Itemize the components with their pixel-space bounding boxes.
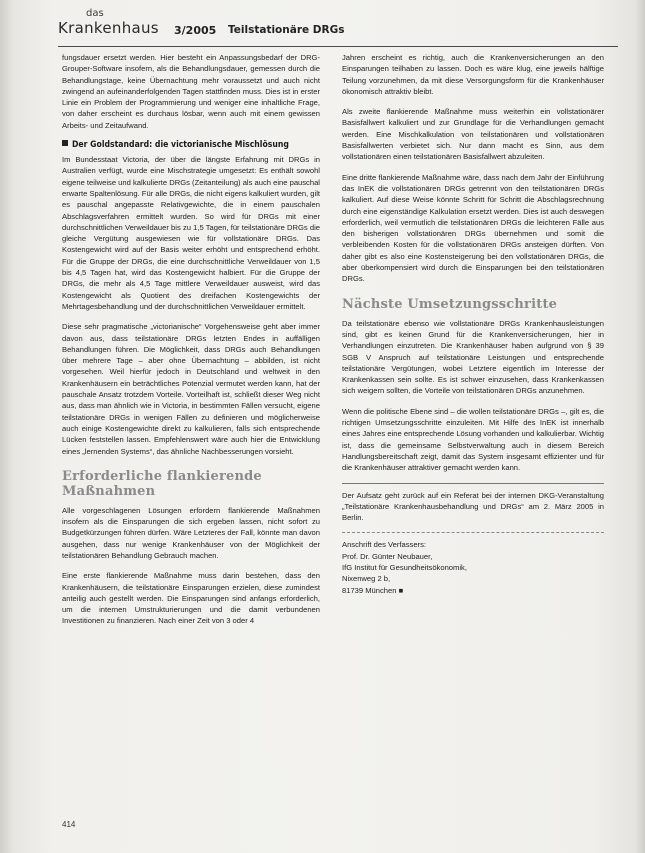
page-number: 414 [62,820,76,829]
heading-flankierende-massnahmen: Erforderliche flankierende Maßnahmen [62,468,262,499]
right-column [342,52,604,596]
left-paragraph-5: Eine erste flankierende Maßnahme muss darin bestehen, dass den Krankenhäusern, die teilstationäre Einsparungen erzielen, diese zumindest anteilig auch gestellt werden. Die Einsparungen sind anfangs erforderlich, um die internen Umstrukturierungen und die damit verbundenen Investitionen zu finanzieren. Nach einer Zeit von 3 oder 4 [62,571,320,626]
right-paragraph-2: Als zweite flankierende Maßnahme muss weiterhin ein vollstationärer Basisfallwert kalkuliert und zur Grundlage für die Verhandlungen gemacht werden. Eine Mischkalkulation von teilstationären und vollstationären Basisfallwerten verbietet sich. Nur dann macht es Sinn, aus dem vollstationären einen teilstationären Basisfallwert abzuleiten. [342,107,604,162]
left-paragraph-1: fungsdauer ersetzt werden. Hier besteht ein Anpassungsbedarf der DRG-Grouper-Software insofern, als die Behandlungsdauer, gemessen durch die Behandlungstage, keine Übernachtung mehr voraussetzt und auch nicht zwingend an aufeinanderfolgenden Tagen stattfinden muss. Dies ist in erster Linie ein Problem der Programmierung und weniger eine inhaltliche Frage, von daher erscheint es durchaus lösbar, wenn auch mit einem gewissen Arbeits- und Zeitaufwand. [62,53,320,130]
author-line: IfG Institut für Gesundheitsökonomik, [342,562,467,572]
bullet-square-icon [62,140,68,146]
subheading-goldstandard [62,140,320,150]
left-paragraph-2: Im Bundesstaat Victoria, der über die längste Erfahrung mit DRGs in Australien verfügt, wurde eine Mischstrategie umgesetzt: Es enthält sowohl eigene teilweise und kalkulierte DRGs (Zeitanteilung) als auch eine pauschal erwarte Spaltenlösung. Für alle DRGs, die nicht eigens kalkuliert wurden, gilt es pauschal angepasste Relativgewichte, die in einem pauschalen Abschlagsverfahren ermittelt wurden. So wird für DRGs mit einer durchschnittlichen Verweildauer bis zu 1,5 Tagen, für teilstationäre DRGs die gleiche Vergütung ausgewiesen wie für vollstationäre DRGs. Das Kostengewicht wird auf der Basis weiter erhöht und entsprechend erhöht. Für die Gruppe der DRGs, die eine durchschnittliche Verweildauer von 1,5 bis 4,5 Tagen hat, wird das Kostengewicht halbiert. Für die Gruppe der DRGs, die mehr als 4,5 Tage mittlere Verweildauer ausweist, wird das Kostengewicht als Quotient des dreifachen Kostengewichts der Mehrtagesbehandlung und der durchschnittlichen Verweildauer ermittelt. [62,155,320,311]
author-line: Prof. Dr. Günter Neubauer, [342,551,433,561]
right-paragraph-1: Jahren erscheint es richtig, auch die Krankenversicherungen an den Einsparungen teilhaben zu lassen. Doch es wäre klug, eine jeweils hälftige Teilung vorzunehmen, da mit diese Versorgungsform für die Krankenhäuser ökonomisch attraktiv bleibt. [342,53,604,96]
author-line: Anschrift des Verfassers: [342,540,426,550]
page-header [58,8,618,48]
right-paragraph-3: Eine dritte flankierende Maßnahme wäre, dass nach dem Jahr der Einführung das InEK die vollstationären DRGs getrennt von den teilstationären DRGs kalkuliert. Auf diese Weise könnte Schritt für Schritt die Abschlagsrechnung durch eine eigenständige Kalkulation ersetzt werden. Dies ist auch deswegen erforderlich, weil vermutlich die teilstationären DRGs die leichteren Fälle aus den bisherigen vollstationären DRGs übernehmen und somit die verbleibenden Kosten für die vollstationären DRGs ansteigen dürften. Von daher gibt es also eine Kostensteigerung bei den vollstationären DRGs, die aber überkompensiert wird durch die Einsparungen bei den teilstationären DRGs. [342,172,604,284]
subheading-goldstandard-text: Der Goldstandard: die victorianische Mischlösung [72,140,289,151]
left-paragraph-4: Alle vorgeschlagenen Lösungen erfordern flankierende Maßnahmen insofern als die Einsparungen die sich ergeben lassen, nicht sofort zu Budgetkürzungen führen dürfen. Wäre Letzteres der Fall, könnte man davon ausgehen, dass nur wenige Krankenhäuser von der Möglichkeit der teilstationären Behandlung Gebrauch machen. [62,505,320,560]
author-address [342,532,604,595]
issue-number: 3/2005 [174,24,217,37]
left-column [62,52,320,636]
author-line: Nixenweg 2 b, [342,574,391,584]
journal-logo [58,8,170,48]
page-spine-shadow [0,0,14,853]
author-line: 81739 München ■ [342,585,404,595]
article-note [342,483,604,524]
logo-das: das [86,8,104,19]
logo-krankenhaus: Krankenhaus [58,19,159,37]
note-text: Der Aufsatz geht zurück auf ein Referat bei der internen DKG-Veranstaltung „Teilstationäre Krankenhausbehandlung und DRGs“ am 2. März 2005 in Berlin. [342,490,604,523]
heading-naechste-schritte: Nächste Umsetzungsschritte [342,296,558,312]
left-paragraph-3: Diese sehr pragmatische „victorianische“ Vorgehensweise geht aber immer davon aus, dass teilstationäre DRGs letzten Endes in auffälligen Behandlungen führen. Die Möglichkeit, dass DRGs auch Behandlungen über mehrere Tage – aber ohne Übernachtung – abbilden, ist nicht vorgesehen. Weil hierfür jedoch in Deutschland und weltweit in den Krankenhäusern ein beträchtliches Potenzial vermutet werden kann, hat der pauschale Ansatz trotzdem Vorteile. Vorteilhaft ist, schließt dieser Weg nicht aus, dass man ähnlich wie in Victoria, in bestimmten Fällen versucht, eigene teilstationäre DRGs in wenigen Fällen zu definieren und möglicherweise auch einige Kostengewichte direkt zu kalkulieren, falls sich entsprechende Lücken feststellen lassen. Empfehlenswert wäre auch hier die Entwicklung eines „lernenden Systems“, das ähnliche Nachbesserungen vorsieht. [62,322,320,456]
right-paragraph-5: Wenn die politische Ebene sind – die wollen teilstationäre DRGs –, gilt es, die richtigen Umsetzungsschritte einzuleiten. Mit Hilfe des InEK ist innerhalb eines Jahres eine entsprechende Lösung vorhanden und kalkulierbar. Wichtig ist, dass die gemeinsame Selbstverwaltung auch in diesem Bereich Handlungsbereitschaft zeigt, damit das System insgesamt effizienter und für die Krankenhäuser attraktiver gemacht werden kann. [342,406,604,473]
header-rule [58,46,618,47]
page-edge-shadow [635,0,645,853]
section-title: Teilstationäre DRGs [228,24,345,36]
right-paragraph-4: Da teilstationäre ebenso wie vollstationäre DRGs Krankenhausleistungen sind, gibt es keinen Grund für die Krankenversicherungen, hier in Verhandlungen einzutreten. Die Krankenhäuser haben aufgrund von § 39 SGB V Anspruch auf teilstationäre Leistungen und entsprechende teilstationäre Vergütungen, wobei Letztere eigentlich im Interesse der Krankenkassen sein sollte. Es ist schwer einzusehen, dass Krankenkassen sich weigern sollten, die Vorteile von teilstationären DRGs anzunehmen. [342,318,604,396]
